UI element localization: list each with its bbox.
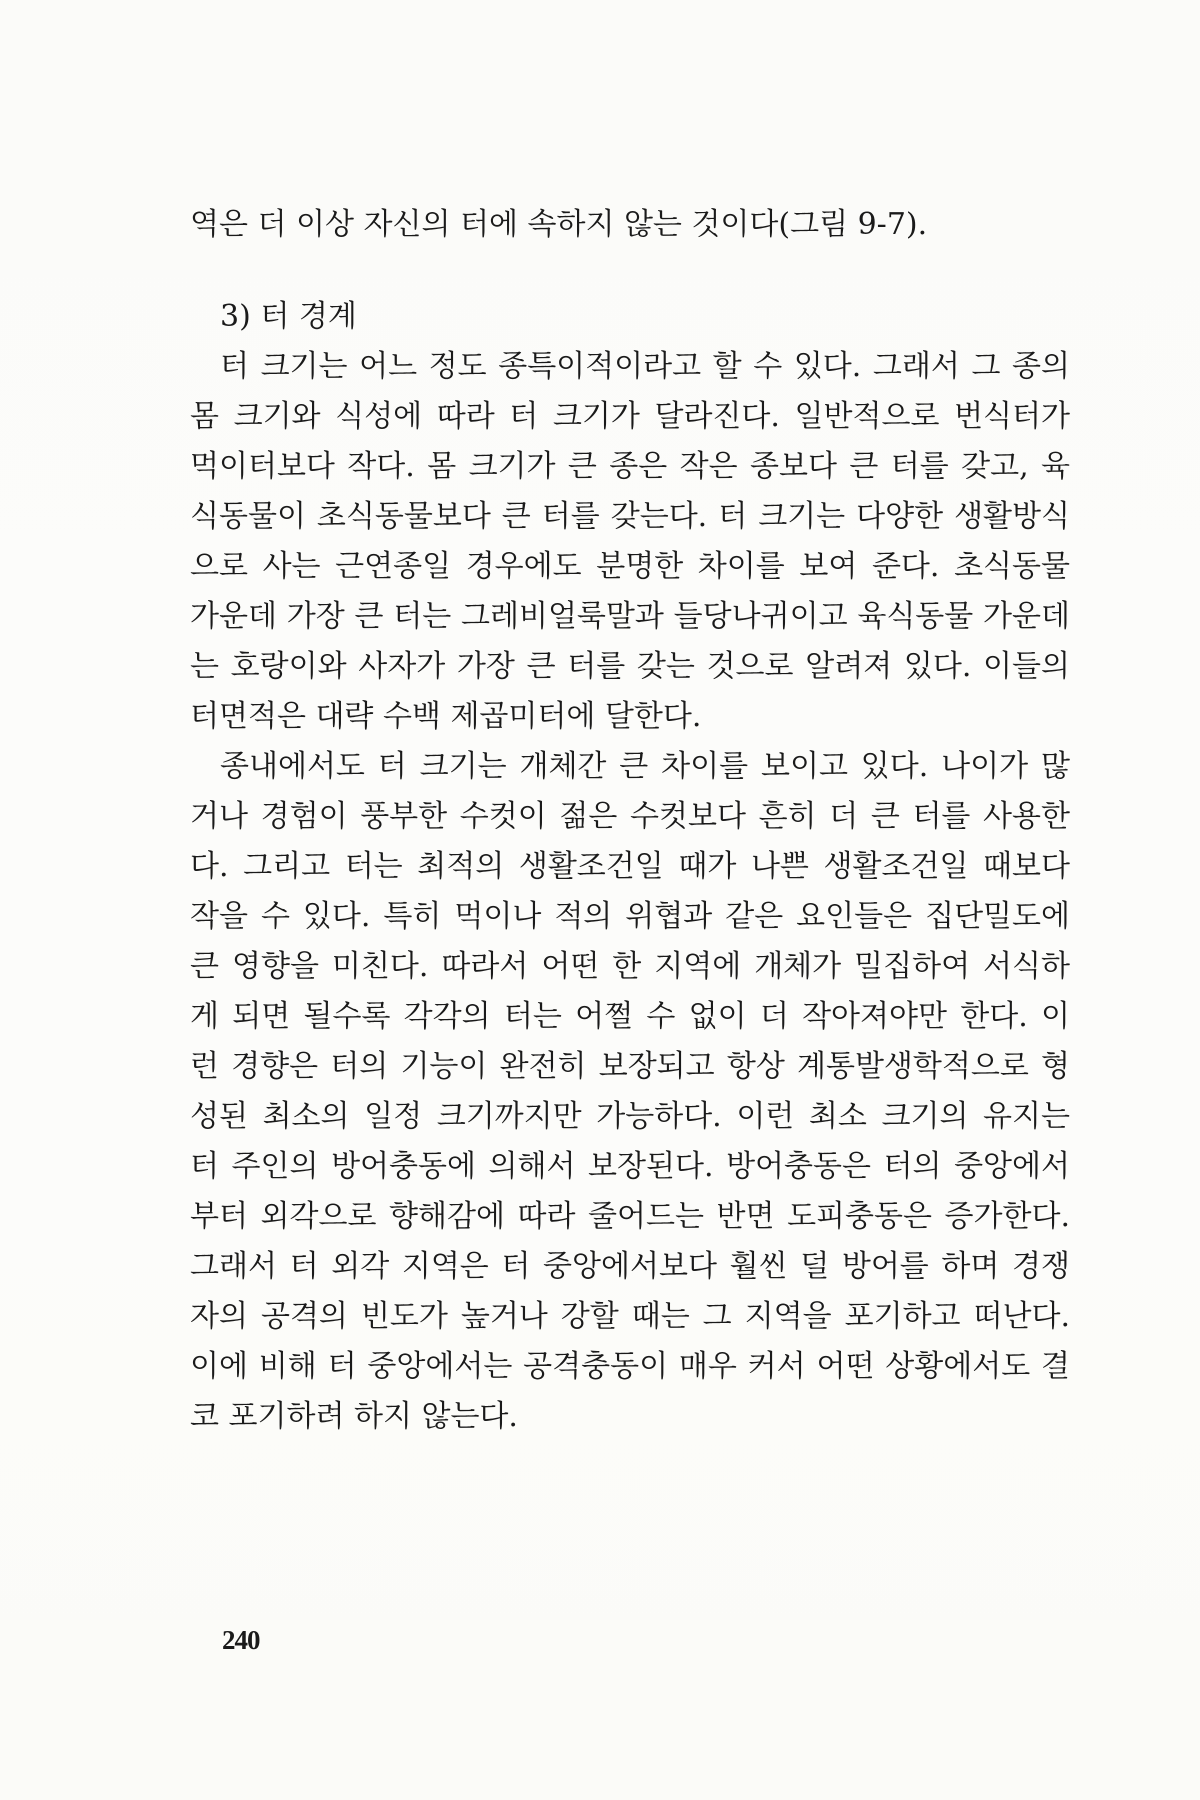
text-line: 부터 외각으로 향해감에 따라 줄어드는 반면 도피충동은 증가한다. <box>190 1199 1070 1234</box>
text-line: 다. 그리고 터는 최적의 생활조건일 때가 나쁜 생활조건일 때보다 <box>190 849 1070 884</box>
body-text <box>190 200 1070 1442</box>
text-line: 으로 사는 근연종일 경우에도 분명한 차이를 보여 준다. 초식동물 <box>190 549 1070 584</box>
text-line: 몸 크기와 식성에 따라 터 크기가 달라진다. 일반적으로 번식터가 <box>190 399 1070 434</box>
text-line: 거나 경험이 풍부한 수컷이 젊은 수컷보다 흔히 더 큰 터를 사용한 <box>190 799 1070 834</box>
text-line: 터면적은 대략 수백 제곱미터에 달한다. <box>190 699 702 734</box>
carryover-line: 역은 더 이상 자신의 터에 속하지 않는 것이다(그림 9-7). <box>190 207 928 242</box>
text-line: 가운데 가장 큰 터는 그레비얼룩말과 들당나귀이고 육식동물 가운데 <box>190 599 1070 634</box>
text-line: 이에 비해 터 중앙에서는 공격충동이 매우 커서 어떤 상황에서도 결 <box>190 1349 1070 1384</box>
text-line: 작을 수 있다. 특히 먹이나 적의 위협과 같은 요인들은 집단밀도에 <box>190 899 1070 934</box>
paragraph-1 <box>190 342 1070 742</box>
text-line: 먹이터보다 작다. 몸 크기가 큰 종은 작은 종보다 큰 터를 갖고, 육 <box>190 449 1070 484</box>
text-line: 터 주인의 방어충동에 의해서 보장된다. 방어충동은 터의 중앙에서 <box>190 1149 1070 1184</box>
page-number: 240 <box>222 1625 260 1655</box>
text-line: 런 경향은 터의 기능이 완전히 보장되고 항상 계통발생학적으로 형 <box>190 1049 1070 1084</box>
text-line: 자의 공격의 빈도가 높거나 강할 때는 그 지역을 포기하고 떠난다. <box>190 1299 1070 1334</box>
text-line: 식동물이 초식동물보다 큰 터를 갖는다. 터 크기는 다양한 생활방식 <box>190 499 1070 534</box>
text-line: 게 되면 될수록 각각의 터는 어쩔 수 없이 더 작아져야만 한다. 이 <box>190 999 1070 1034</box>
text-line: 큰 영향을 미친다. 따라서 어떤 한 지역에 개체가 밀집하여 서식하 <box>190 949 1070 984</box>
text-line: 코 포기하려 하지 않는다. <box>190 1399 518 1434</box>
text-line: 성된 최소의 일정 크기까지만 가능하다. 이런 최소 크기의 유지는 <box>190 1099 1070 1134</box>
text-line: 종내에서도 터 크기는 개체간 큰 차이를 보이고 있다. 나이가 많 <box>220 749 1070 784</box>
section-gap <box>190 250 1070 292</box>
text-line: 는 호랑이와 사자가 가장 큰 터를 갖는 것으로 알려져 있다. 이들의 <box>190 649 1070 684</box>
text-line: 터 크기는 어느 정도 종특이적이라고 할 수 있다. 그래서 그 종의 <box>220 349 1070 384</box>
paragraph-2 <box>190 742 1070 1442</box>
section-heading: 3) 터 경계 <box>220 299 357 334</box>
text-line: 그래서 터 외각 지역은 터 중앙에서보다 훨씬 덜 방어를 하며 경쟁 <box>190 1249 1070 1284</box>
